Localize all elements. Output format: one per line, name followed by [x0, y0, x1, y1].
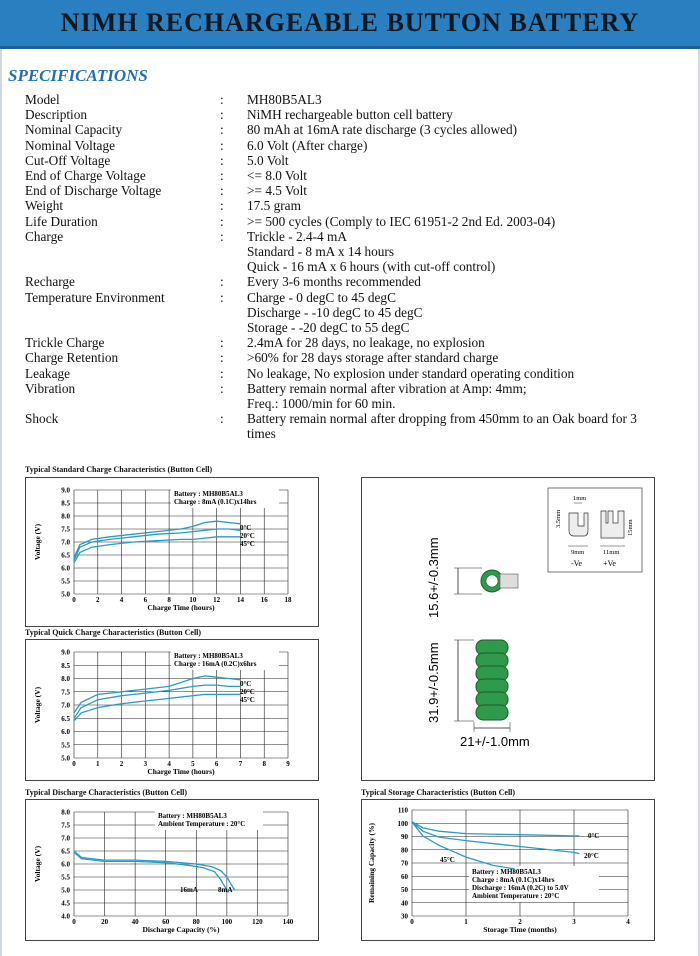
- y-tick-label: 7.5: [61, 525, 70, 534]
- series-line-1: [74, 685, 240, 718]
- spec-key: Nominal Voltage: [25, 137, 115, 153]
- spec-row: [25, 122, 685, 137]
- x-tick-label: 40: [131, 918, 139, 926]
- x-tick-label: 1: [96, 760, 100, 768]
- spec-row: [25, 290, 685, 305]
- series-line-0: [74, 521, 240, 557]
- series-line-0: [74, 852, 228, 892]
- y-tick-label: 6.5: [61, 551, 70, 560]
- spec-row: [25, 305, 685, 320]
- x-tick-label: 18: [284, 596, 292, 604]
- spec-key: [25, 426, 220, 441]
- y-axis-label: Voltage (V): [33, 845, 42, 883]
- x-tick-label: 14: [236, 596, 244, 604]
- large-height-label: 31.9+/-0.5mm: [426, 642, 441, 723]
- chart-discharge-title: Typical Discharge Characteristics (Button Cell): [25, 788, 188, 797]
- y-axis-label: Voltage (V): [33, 686, 42, 724]
- specifications-table: [25, 92, 685, 442]
- spec-value: >= 4.5 Volt: [247, 183, 307, 199]
- annotation-line: Battery : MH80B5AL3: [174, 490, 243, 498]
- specifications-heading: SPECIFICATIONS: [8, 66, 148, 85]
- y-tick-label: 5.0: [61, 590, 70, 599]
- series-label: 16mA: [180, 886, 198, 894]
- y-tick-label: 8.0: [61, 808, 70, 817]
- spec-colon: [220, 396, 247, 411]
- chart-storage-panel: [361, 799, 655, 941]
- spec-value: Trickle - 2.4-4 mA: [247, 228, 347, 244]
- cell-top-center: [486, 575, 498, 587]
- spec-colon: :: [220, 289, 224, 305]
- x-tick-label: 2: [119, 760, 124, 768]
- y-tick-label: 100: [397, 819, 408, 828]
- x-tick-label: 60: [162, 918, 170, 926]
- spec-key: Temperature Environment: [25, 289, 165, 305]
- spec-colon: :: [220, 274, 224, 290]
- neg-terminal-label: -Ve: [571, 559, 583, 568]
- spec-row: [25, 183, 685, 198]
- spec-key: Vibration: [25, 380, 76, 396]
- x-tick-label: 16: [260, 596, 268, 604]
- x-tick-label: 140: [282, 918, 294, 926]
- y-tick-label: 6.5: [61, 847, 70, 856]
- chart-discharge-panel: [25, 799, 319, 941]
- dimension-drawing: [362, 478, 654, 780]
- series-label: 45°C: [440, 856, 455, 864]
- chart-storage: [362, 800, 654, 940]
- dim-pos-width-label: 11mm: [603, 549, 620, 556]
- spec-value: 6.0 Volt (After charge): [247, 137, 368, 153]
- x-tick-label: 8: [262, 760, 266, 768]
- series-label: 20°C: [240, 532, 255, 540]
- x-tick-label: 4: [119, 596, 124, 604]
- x-tick-label: 9: [286, 760, 290, 768]
- x-tick-label: 0: [72, 596, 76, 604]
- spec-key: Weight: [25, 198, 64, 214]
- series-label: 45°C: [240, 696, 255, 704]
- annotation-line: Charge : 16mA (0.2C)x6hrs: [174, 660, 257, 668]
- series-label: 0°C: [588, 832, 600, 840]
- header-banner: [0, 0, 700, 49]
- spec-row: [25, 274, 685, 289]
- spec-row: [25, 229, 685, 244]
- x-tick-label: 0: [72, 760, 76, 768]
- dim-right-label: 15mm: [627, 519, 634, 536]
- spec-row: [25, 396, 685, 411]
- spec-key: [25, 305, 220, 320]
- y-tick-label: 5.5: [61, 577, 70, 586]
- spec-row: [25, 214, 685, 229]
- spec-colon: :: [220, 228, 224, 244]
- annotation-line: Charge : 8mA (0.1C)x14hrs: [174, 498, 257, 506]
- x-tick-label: 12: [213, 596, 221, 604]
- spec-row: [25, 320, 685, 335]
- x-tick-label: 20: [101, 918, 109, 926]
- series-label: 45°C: [240, 540, 255, 548]
- series-label: 20°C: [240, 688, 255, 696]
- series-label: 0°C: [240, 680, 252, 688]
- spec-key: Charge: [25, 228, 64, 244]
- spec-value: 2.4mA for 28 days, no leakage, no explosion: [247, 335, 485, 351]
- annotation-line: Battery : MH80B5AL3: [472, 868, 541, 876]
- y-axis-label: Remaining Capacity (%): [367, 823, 376, 903]
- spec-value: NiMH rechargeable button cell battery: [247, 107, 453, 123]
- spec-value: 80 mAh at 16mA rate discharge (3 cycles allowed): [247, 122, 518, 138]
- spec-value: >= 500 cycles (Comply to IEC 61951-2 2nd Ed. 2003-04): [247, 213, 556, 229]
- spec-row: [25, 107, 685, 122]
- spec-colon: :: [220, 213, 224, 229]
- y-tick-label: 7.5: [61, 821, 70, 830]
- y-tick-label: 40: [401, 899, 408, 908]
- spec-value: MH80B5AL3: [247, 92, 322, 107]
- dimension-drawing-panel: [361, 477, 655, 781]
- spec-value: No leakage, No explosion under standard operating condition: [247, 365, 575, 381]
- y-tick-label: 7.0: [61, 834, 70, 843]
- x-tick-label: 6: [214, 760, 219, 768]
- series-line-2: [74, 694, 240, 721]
- spec-row: [25, 366, 685, 381]
- x-tick-label: 5: [191, 760, 195, 768]
- spec-colon: :: [220, 198, 224, 214]
- annotation-line: Charge : 8mA (0.1C)x14hrs: [472, 876, 555, 884]
- y-tick-label: 6.5: [61, 714, 70, 723]
- series-label: 20°C: [584, 852, 599, 860]
- series-label: 8mA: [218, 886, 233, 894]
- spec-colon: :: [220, 183, 224, 199]
- spec-row: [25, 198, 685, 213]
- spec-colon: :: [220, 380, 224, 396]
- x-tick-label: 10: [189, 596, 197, 604]
- x-tick-label: 0: [72, 918, 76, 926]
- x-tick-label: 3: [143, 760, 148, 768]
- spec-value: Charge - 0 degC to 45 degC: [247, 289, 396, 305]
- x-tick-label: 3: [572, 918, 576, 926]
- spec-colon: :: [220, 92, 224, 107]
- x-axis-label: Charge Time (hours): [147, 767, 215, 776]
- y-tick-label: 5.0: [61, 886, 70, 895]
- y-tick-label: 7.0: [61, 538, 70, 547]
- x-tick-label: 2: [96, 596, 100, 604]
- annotation-line: Battery : MH80B5AL3: [158, 812, 227, 820]
- spec-key: Model: [25, 92, 60, 107]
- annotation-line: Battery : MH80B5AL3: [174, 652, 243, 660]
- y-tick-label: 5.0: [61, 754, 70, 763]
- spec-value: Discharge - -10 degC to 45 degC: [247, 304, 423, 320]
- spec-row: [25, 381, 685, 396]
- spec-key: Trickle Charge: [25, 335, 105, 351]
- spec-value: 17.5 gram: [247, 198, 301, 214]
- spec-value: Battery remain normal after vibration at Amp: 4mm;: [247, 380, 527, 396]
- spec-colon: :: [220, 168, 224, 184]
- spec-value: times: [247, 426, 276, 442]
- y-tick-label: 9.0: [61, 648, 70, 657]
- page-left-border: [0, 46, 2, 956]
- chart-standard-charge-panel: [25, 477, 319, 627]
- spec-value: <= 8.0 Volt: [247, 168, 307, 184]
- spec-row: [25, 138, 685, 153]
- series-line-1: [74, 529, 240, 560]
- spec-colon: [220, 426, 247, 441]
- annotation-line: Discharge : 16mA (0.2C) to 5.0V: [472, 884, 569, 892]
- chart-storage-title: Typical Storage Characteristics (Button Cell): [361, 788, 516, 797]
- chart-quick-charge: [26, 640, 318, 780]
- x-tick-label: 0: [410, 918, 414, 926]
- spec-colon: :: [220, 137, 224, 153]
- dim-neg-width-label: 9mm: [571, 549, 585, 556]
- y-axis-label: Voltage (V): [33, 523, 42, 561]
- y-tick-label: 7.0: [61, 701, 70, 710]
- y-tick-label: 8.0: [61, 675, 70, 683]
- annotation-line: Ambient Temperature : 20°C: [158, 820, 246, 828]
- spec-colon: :: [220, 350, 224, 366]
- chart-discharge: [26, 800, 318, 940]
- spec-row: [25, 350, 685, 365]
- spec-key: [25, 320, 220, 335]
- y-tick-label: 70: [401, 859, 408, 868]
- chart-standard-charge: [26, 478, 318, 626]
- spec-key: End of Discharge Voltage: [25, 183, 162, 199]
- chart-quick-charge-panel: [25, 639, 319, 781]
- spec-value: Freq.: 1000/min for 60 min.: [247, 396, 396, 412]
- spec-key: Cut-Off Voltage: [25, 152, 111, 168]
- spec-value: Standard - 8 mA x 14 hours: [247, 244, 394, 260]
- y-tick-label: 6.0: [61, 728, 70, 736]
- x-tick-label: 7: [238, 760, 243, 768]
- y-tick-label: 5.5: [61, 873, 70, 882]
- spec-colon: :: [220, 335, 224, 351]
- spec-row: [25, 92, 685, 107]
- y-tick-label: 7.5: [61, 688, 70, 697]
- spec-colon: :: [220, 152, 224, 168]
- spec-colon: :: [220, 122, 224, 138]
- cell-top-tabs: [500, 574, 518, 588]
- spec-colon: [220, 244, 247, 259]
- y-tick-label: 4.5: [61, 899, 70, 908]
- spec-colon: [220, 259, 247, 274]
- small-height-label: 15.6+/-0.3mm: [426, 537, 441, 618]
- y-tick-label: 6.0: [61, 564, 70, 573]
- spec-key: Life Duration: [25, 213, 98, 229]
- spec-key: Charge Retention: [25, 350, 119, 366]
- x-axis-label: Charge Time (hours): [147, 603, 215, 612]
- y-tick-label: 50: [401, 886, 408, 894]
- spec-key: Leakage: [25, 365, 71, 381]
- spec-row: [25, 259, 685, 274]
- spec-row: [25, 244, 685, 259]
- x-tick-label: 8: [167, 596, 171, 604]
- spec-key: Description: [25, 107, 88, 123]
- page-title: NIMH RECHARGEABLE BUTTON BATTERY: [60, 8, 640, 37]
- spec-value: Every 3-6 months recommended: [247, 274, 421, 290]
- spec-key: [25, 244, 220, 259]
- y-tick-label: 110: [397, 806, 408, 815]
- spec-value: 5.0 Volt: [247, 152, 289, 168]
- cell-stack: [476, 640, 508, 720]
- x-tick-label: 1: [464, 918, 468, 926]
- pos-terminal-label: +Ve: [603, 559, 616, 568]
- series-line-1: [412, 822, 579, 854]
- spec-value: Battery remain normal after dropping from 450mm to an Oak board for 3: [247, 411, 637, 427]
- spec-colon: :: [220, 365, 224, 381]
- y-tick-label: 5.5: [61, 741, 70, 750]
- spec-row: [25, 153, 685, 168]
- positive-terminal-shape: [601, 511, 624, 538]
- spec-colon: [220, 320, 247, 335]
- spec-row: [25, 426, 685, 441]
- x-tick-label: 2: [518, 918, 522, 926]
- spec-key: [25, 396, 220, 411]
- spec-key: Recharge: [25, 274, 75, 290]
- chart-quick-charge-title: Typical Quick Charge Characteristics (Button Cell): [25, 628, 202, 637]
- y-tick-label: 9.0: [61, 486, 70, 495]
- y-tick-label: 30: [401, 912, 408, 921]
- spec-value: >60% for 28 days storage after standard charge: [247, 350, 499, 366]
- dim-top-label: 1mm: [573, 495, 587, 502]
- x-axis-label: Discharge Capacity (%): [142, 925, 220, 934]
- x-tick-label: 6: [143, 596, 148, 604]
- spec-key: Nominal Capacity: [25, 122, 123, 138]
- series-line-0: [412, 822, 579, 836]
- spec-row: [25, 168, 685, 183]
- spec-colon: [220, 305, 247, 320]
- y-tick-label: 6.0: [61, 860, 70, 869]
- spec-value: Quick - 16 mA x 6 hours (with cut-off control): [247, 259, 496, 275]
- x-axis-label: Storage Time (months): [483, 925, 557, 934]
- y-tick-label: 60: [401, 872, 408, 881]
- y-tick-label: 90: [401, 833, 408, 841]
- y-tick-label: 8.0: [61, 512, 70, 521]
- y-tick-label: 8.5: [61, 499, 70, 508]
- spec-colon: :: [220, 411, 224, 427]
- spec-row: [25, 411, 685, 426]
- x-tick-label: 4: [626, 918, 630, 926]
- y-tick-label: 80: [401, 846, 408, 855]
- annotation-line: Ambient Temperature : 20°C: [472, 892, 560, 900]
- chart-standard-charge-title: Typical Standard Charge Characteristics (Button Cell): [25, 465, 213, 474]
- spec-key: End of Charge Voltage: [25, 168, 146, 184]
- y-tick-label: 8.5: [61, 661, 70, 670]
- spec-key: Shock: [25, 411, 59, 427]
- x-tick-label: 4: [167, 760, 171, 768]
- series-label: 0°C: [240, 524, 252, 532]
- y-tick-label: 4.0: [61, 912, 70, 921]
- x-tick-label: 80: [192, 918, 200, 926]
- spec-row: [25, 335, 685, 350]
- dim-left-label: 3.5mm: [555, 509, 562, 528]
- spec-colon: :: [220, 107, 224, 123]
- spec-key: [25, 259, 220, 274]
- width-label: 21+/-1.0mm: [460, 734, 530, 749]
- x-tick-label: 100: [221, 918, 233, 926]
- x-tick-label: 120: [252, 918, 263, 926]
- spec-value: Storage - -20 degC to 55 degC: [247, 320, 410, 336]
